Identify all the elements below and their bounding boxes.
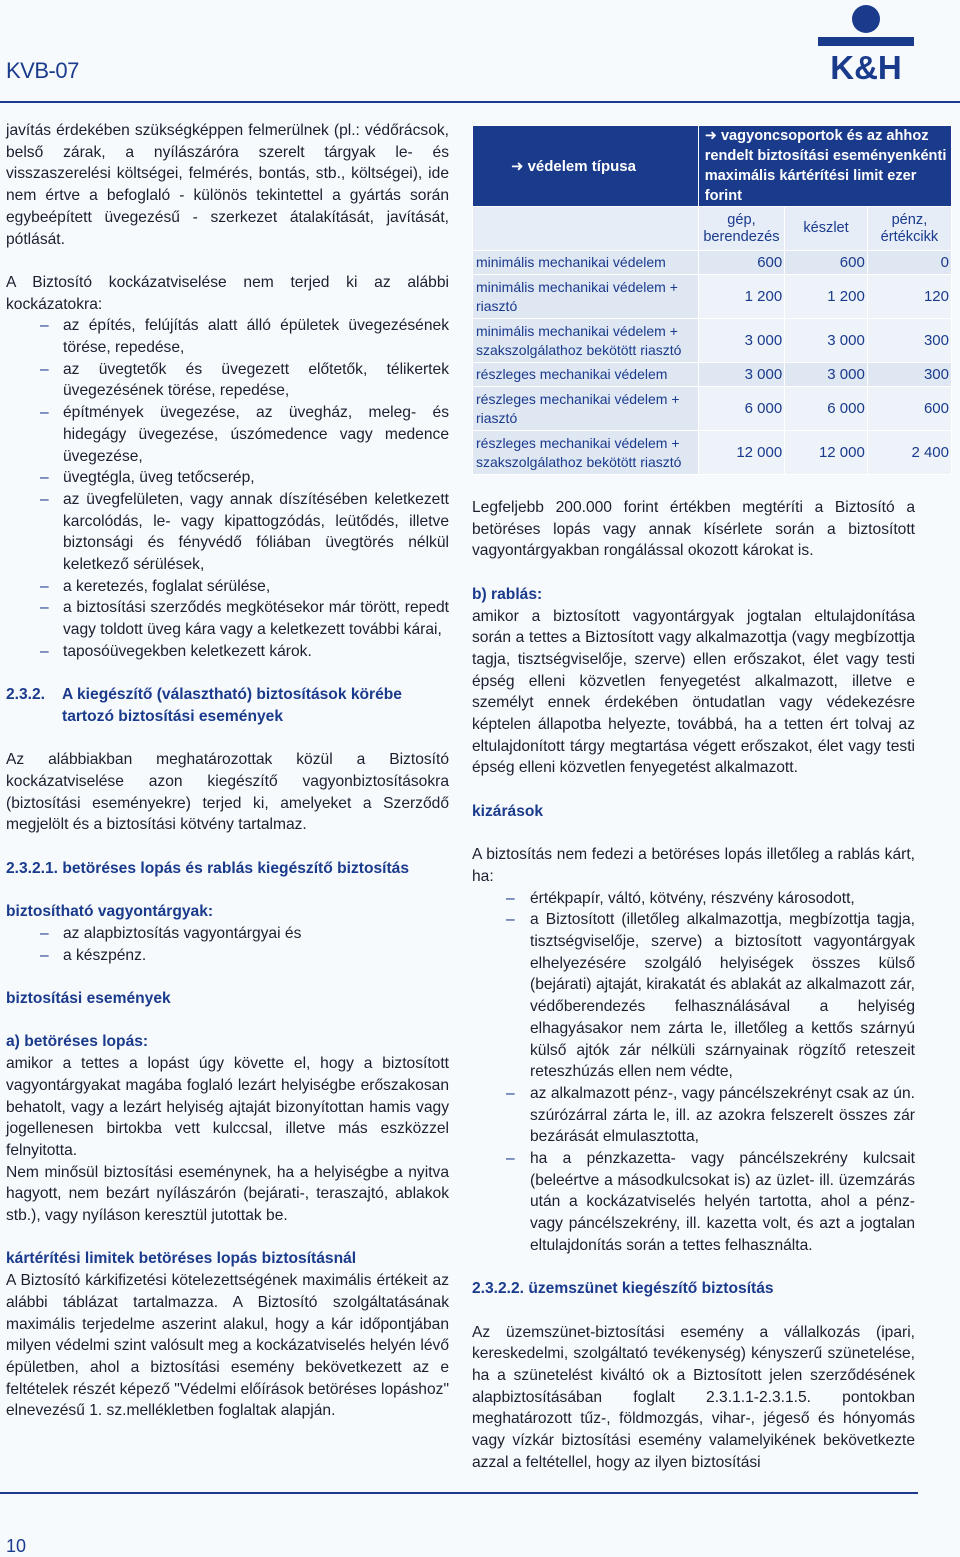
section-heading-2-3-2-2: 2.3.2.2. üzemszünet kiegészítő biztosítás — [472, 1280, 774, 1298]
robbery-heading: b) rablás: — [472, 585, 543, 603]
table-cell: 120 — [867, 275, 951, 319]
table-row — [473, 431, 952, 475]
table-cell: 300 — [867, 363, 951, 387]
table-header-protection: ➜ védelem típusa — [473, 126, 699, 207]
table-row — [473, 363, 952, 387]
insurable-heading: biztosítható vagyontárgyak: — [6, 903, 214, 921]
table-header-asset-groups: ➜ vagyoncsoportok és az ahhoz rendelt biztosítási eseményenkénti maximális kártérítési limit ezer forint — [698, 126, 951, 207]
table-row — [473, 251, 952, 275]
table-row — [473, 319, 952, 363]
list-item: – az alapbiztosítás vagyontárgyai és — [6, 923, 449, 945]
list-item: – építmények üvegezése, az üvegház, meleg- és hidegágy üvegezése, úszómedence vagy medence üvegezése, — [6, 402, 449, 467]
table-cell: 6 000 — [698, 387, 785, 431]
list-item: – üvegtégla, üveg tetőcserép, — [6, 467, 449, 489]
events-heading: biztosítási események — [6, 990, 171, 1008]
table-row-label: részleges mechanikai védelem — [473, 363, 699, 387]
arrow-right-icon: ➜ — [704, 128, 717, 144]
table-cell: 12 000 — [698, 431, 785, 475]
damage-paragraph: Legfeljebb 200.000 forint értékben megtéríti a Biztosító a betöréses lopás vagy annak kísérlete során a biztosított vagyontárgyakban rongálással okozott károkat is. — [472, 499, 915, 560]
list-item: – a készpénz. — [6, 945, 449, 967]
table-subheader-empty — [473, 207, 699, 251]
supplementary-paragraph: Az alábbiakban meghatározottak közül a Biztosító kockázatviselése azon kiegészítő vagyonbiztosításokra (biztosítási eseményekre) terjed ki, amelyeket a Szerződő megjelölt és a biztosítási kötvény tartalmaz. — [6, 751, 449, 834]
table-subheader-stock: készlet — [785, 207, 868, 251]
left-column — [6, 120, 449, 1422]
logo-text: K&H — [830, 49, 902, 83]
table-row-label: részleges mechanikai védelem + szakszolgálathoz bekötött riasztó — [473, 431, 699, 475]
table-row — [473, 275, 952, 319]
list-item: – az üvegfelületen, vagy annak díszítésében keletkezett karcolódás, le- vagy kipattogzódás, leütődés, illetve biztonsági és fényvédő fóliában üvegtörés nélkül keletkező sérülések, — [6, 489, 449, 576]
list-item: – a biztosítási szerződés megkötésekor már törött, repedt vagy toldott üveg kára vagy a keletkezett további kárai, — [6, 597, 449, 640]
table-cell: 2 400 — [867, 431, 951, 475]
arrow-right-icon: ➜ — [511, 158, 524, 175]
robbery-paragraph: amikor a biztosított vagyontárgyak jogtalan eltulajdonítása során a tettes a Biztosított vagy alkalmazottja (vagy megbízottja tagja, tisztségviselője, szerve) ellen erőszakot, élet vagy testi épség elleni közvetlen fenyegetést alkalmazott, illetve e személyt ennek érdekében öntudatlan vagy védekezésre képtelen állapotba helyezte, továbbá, ha a tetten ért tolvaj az eltulajdonított tárgy megtartása végett erőszakot, élet vagy testi épség elleni közvetlen fenyegetést alkalmazott. — [472, 607, 915, 777]
limits-table — [472, 125, 952, 475]
limits-paragraph: A Biztosító kárkifizetési kötelezettségének maximális értékeit az alábbi táblázat tartalmazza. A Biztosító szolgáltatásának maximális terjedelme aszerint alakul, hogy a kár időpontjában milyen védelmi szint valósult meg a kockázatviselés helyén lévő épületben, ahol a biztosítási esemény bekövetkezett az e feltételek részét képező "Védelmi előírások betöréses lopáshoz" elnevezésű 1. sz.mellékletben foglaltak alapján. — [6, 1272, 449, 1420]
list-item: – ha a pénzkazetta- vagy páncélszekrény kulcsait (beleértve a másodkulcsokat is) az üzlet- ill. üzemzárás után a kockázatviselés helyén tartotta, ahol a pénz- vagy páncélszekrény, ill. kazetta volt, és azt a jogtalan eltulajdonítás során a tettes felhasználta. — [472, 1148, 915, 1257]
list-item: – a keretezés, foglalat sérülése, — [6, 576, 449, 598]
document-code: KVB-07 — [6, 58, 79, 83]
table-cell: 1 200 — [698, 275, 785, 319]
table-cell: 1 200 — [785, 275, 868, 319]
burglary-heading: a) betöréses lopás: — [6, 1033, 149, 1051]
section-number: 2.3.2. — [6, 686, 46, 704]
exclusions-heading: kizárások — [472, 802, 544, 820]
table-cell: 0 — [867, 251, 951, 275]
business-interruption-paragraph: Az üzemszünet-biztosítási esemény a vállalkozás (ipari, kereskedelmi, szolgáltató tevékenység) kényszerű szünetelése, ha a szünetelést kiváltó ok a Biztosított jelen szerződésének alapbiztosításában foglalt 2.3.1.1-2.3.1.5. pontokban meghatározott tűz-, földmozgás, vihar-, jégeső és hónyomás vagy vízkár biztosítási esemény valamelyikének bekövetkezte azzal a feltétellel, hogy az ilyen biztosítási — [472, 1323, 915, 1471]
table-row-label: minimális mechanikai védelem + szakszolgálathoz bekötött riasztó — [473, 319, 699, 363]
table-cell: 3 000 — [698, 319, 785, 363]
exclusions-intro-right: A biztosítás nem fedezi a betöréses lopás illetőleg a rablás kárt, ha: — [472, 846, 915, 885]
list-item: – a Biztosított (illetőleg alkalmazottja, megbízottja tagja, tisztségviselője, szerve) a biztosított vagyontárgyak elhelyezésére szolgáló helyiségek összes külső (bejárati) ajtaját, kirakatát és ablakát az alkalmazott zár, védőberendezés felhasználásával a helyiség elhagyásakor nem zárta le, illetőleg a kettős szárnyú külső ajtók zár nélküli szárnyainak rögzítő reteszeit reteszhúzás ellen nem védte, — [472, 909, 915, 1083]
table-cell: 3 000 — [698, 363, 785, 387]
list-item: – taposóüvegekben keletkezett károk. — [6, 641, 449, 663]
logo-icon — [815, 3, 917, 83]
footer-rule — [0, 1492, 918, 1494]
table-cell: 6 000 — [785, 387, 868, 431]
intro-paragraph: javítás érdekében szükségképpen felmerülnek (pl.: védőrácsok, belső zárak, a nyílászáróra szerelt tárgyak le- és visszaszerelési költségei, felmérés, bontás, stb., költségei), ide nem értve a befoglaló - különös tekintettel a gyártás során egybeépített üvegezésű - szerkezet átalakítását, javítását, pótlását. — [6, 122, 449, 248]
page-number: 10 — [6, 1536, 27, 1556]
section-heading-2-3-2 — [6, 684, 449, 727]
table-subheader-machinery: gép, berendezés — [698, 207, 785, 251]
list-item: – az alkalmazott pénz-, vagy páncélszekrényt csak az ún. szúrózárral zárta le, ill. az azokra felszerelt összes zár bezárását elmulasztotta, — [472, 1083, 915, 1148]
table-row-label: minimális mechanikai védelem + riasztó — [473, 275, 699, 319]
table-cell: 600 — [698, 251, 785, 275]
exclusion-list — [6, 315, 449, 662]
list-item: – az építés, felújítás alatt álló épületek üvegezésének törése, repedése, — [6, 315, 449, 358]
limits-heading: kártérítési limitek betöréses lopás biztosításnál — [6, 1250, 357, 1268]
list-item: – az üvegtetők és üvegezett előtetők, télikertek üvegezésének törése, repedése, — [6, 359, 449, 402]
table-cell: 600 — [785, 251, 868, 275]
section-title: A kiegészítő (választható) biztosítások körébe tartozó biztosítási események — [62, 686, 402, 725]
table-cell: 3 000 — [785, 363, 868, 387]
table-cell: 300 — [867, 319, 951, 363]
table-row-label: minimális mechanikai védelem — [473, 251, 699, 275]
kh-logo — [815, 3, 917, 83]
section-heading-2-3-2-1: 2.3.2.1. betöréses lopás és rablás kiegészítő biztosítás — [6, 859, 410, 877]
exclusion-list-right — [472, 888, 915, 1257]
list-item: – értékpapír, váltó, kötvény, részvény károsodott, — [472, 888, 915, 910]
header-rule — [0, 101, 960, 103]
exclusions-intro: A Biztosító kockázatviselése nem terjed ki az alábbi kockázatokra: — [6, 273, 449, 313]
table-cell: 600 — [867, 387, 951, 431]
burglary-paragraph: amikor a tettes a lopást úgy követte el, hogy a biztosított vagyontárgyakat magába foglaló lezárt helyiségbe erőszakosan behatolt, vagy a lezárt helyiség ajtaját bizonyítottan hamis vagy jogellenesen birtokba vett kulccsal, illetve más eszközzel felnyitotta. — [6, 1055, 449, 1159]
table-subheader-cash: pénz, értékcikk — [867, 207, 951, 251]
burglary-exclusion-paragraph: Nem minősül biztosítási eseménynek, ha a helyiségbe a nyitva hagyott, nem bezárt nyílászárón (bejárati-, teraszajtó, ablakok stb.), vagy nyíláson keresztül jutottak be. — [6, 1163, 449, 1225]
table-cell: 12 000 — [785, 431, 868, 475]
table-cell: 3 000 — [785, 319, 868, 363]
right-column — [472, 497, 915, 1474]
insurable-list — [6, 923, 449, 966]
table-row-label: részleges mechanikai védelem + riasztó — [473, 387, 699, 431]
table-row — [473, 387, 952, 431]
